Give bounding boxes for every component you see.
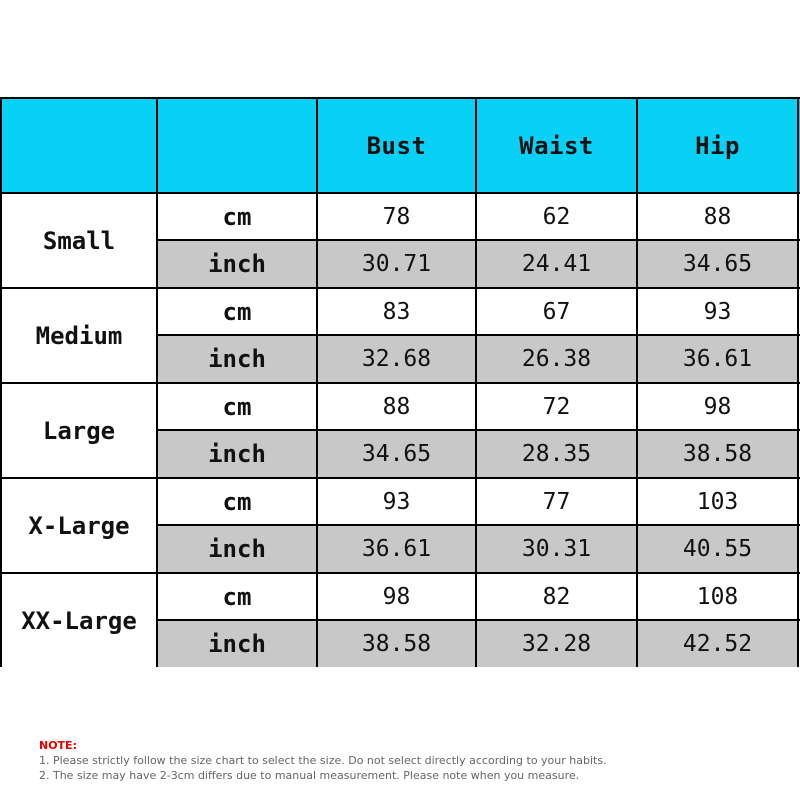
unit-label-inch: inch bbox=[157, 430, 317, 478]
hip-inch-value: 38.58 bbox=[637, 430, 798, 478]
unit-label-cm: cm bbox=[157, 383, 317, 430]
hip-cm-value: 98 bbox=[637, 383, 798, 430]
bust-cm-value: 98 bbox=[317, 573, 476, 620]
bust-inch-value: 34.65 bbox=[317, 430, 476, 478]
waist-inch-value: 26.38 bbox=[476, 335, 637, 383]
header-cell-bust: Bust bbox=[317, 98, 476, 193]
size-row-small-cm bbox=[1, 193, 800, 240]
bust-inch-value: 36.61 bbox=[317, 525, 476, 573]
waist-inch-value: 24.41 bbox=[476, 240, 637, 288]
size-label: X-Large bbox=[1, 478, 157, 573]
bust-cm-value: 88 bbox=[317, 383, 476, 430]
header-cell-size bbox=[1, 98, 157, 193]
waist-cm-value: 62 bbox=[476, 193, 637, 240]
bust-inch-value: 32.68 bbox=[317, 335, 476, 383]
hip-cm-value: 93 bbox=[637, 288, 798, 335]
header-cell-unit bbox=[157, 98, 317, 193]
bust-inch-value: 30.71 bbox=[317, 240, 476, 288]
hip-cm-value: 88 bbox=[637, 193, 798, 240]
waist-cm-value: 77 bbox=[476, 478, 637, 525]
note-line-2: 2. The size may have 2-3cm differs due to manual measurement. Please note when you measure. bbox=[39, 769, 580, 782]
note-section bbox=[39, 738, 779, 783]
hip-inch-value: 40.55 bbox=[637, 525, 798, 573]
waist-inch-value: 32.28 bbox=[476, 620, 637, 667]
hip-cm-value: 103 bbox=[637, 478, 798, 525]
note-line-1: 1. Please strictly follow the size chart to select the size. Do not select directly according to your habits. bbox=[39, 754, 607, 767]
waist-cm-value: 82 bbox=[476, 573, 637, 620]
header-cell-waist: Waist bbox=[476, 98, 637, 193]
unit-label-cm: cm bbox=[157, 288, 317, 335]
size-row-large-cm bbox=[1, 383, 800, 430]
size-label: Large bbox=[1, 383, 157, 478]
hip-inch-value: 36.61 bbox=[637, 335, 798, 383]
unit-label-cm: cm bbox=[157, 193, 317, 240]
size-label: XX-Large bbox=[1, 573, 157, 667]
waist-inch-value: 30.31 bbox=[476, 525, 637, 573]
hip-inch-value: 34.65 bbox=[637, 240, 798, 288]
size-row-medium-cm bbox=[1, 288, 800, 335]
header-cell-hip: Hip bbox=[637, 98, 798, 193]
bust-cm-value: 93 bbox=[317, 478, 476, 525]
header-row bbox=[1, 98, 800, 193]
hip-inch-value: 42.52 bbox=[637, 620, 798, 667]
size-label: Small bbox=[1, 193, 157, 288]
unit-label-inch: inch bbox=[157, 335, 317, 383]
unit-label-cm: cm bbox=[157, 573, 317, 620]
unit-label-inch: inch bbox=[157, 525, 317, 573]
hip-cm-value: 108 bbox=[637, 573, 798, 620]
waist-inch-value: 28.35 bbox=[476, 430, 637, 478]
bust-cm-value: 83 bbox=[317, 288, 476, 335]
size-label: Medium bbox=[1, 288, 157, 383]
bust-cm-value: 78 bbox=[317, 193, 476, 240]
bust-inch-value: 38.58 bbox=[317, 620, 476, 667]
note-title: NOTE: bbox=[39, 739, 77, 752]
waist-cm-value: 72 bbox=[476, 383, 637, 430]
waist-cm-value: 67 bbox=[476, 288, 637, 335]
size-row-xx-large-cm bbox=[1, 573, 800, 620]
unit-label-inch: inch bbox=[157, 620, 317, 667]
size-table bbox=[0, 97, 800, 667]
size-chart bbox=[0, 97, 800, 667]
unit-label-inch: inch bbox=[157, 240, 317, 288]
unit-label-cm: cm bbox=[157, 478, 317, 525]
size-row-x-large-cm bbox=[1, 478, 800, 525]
